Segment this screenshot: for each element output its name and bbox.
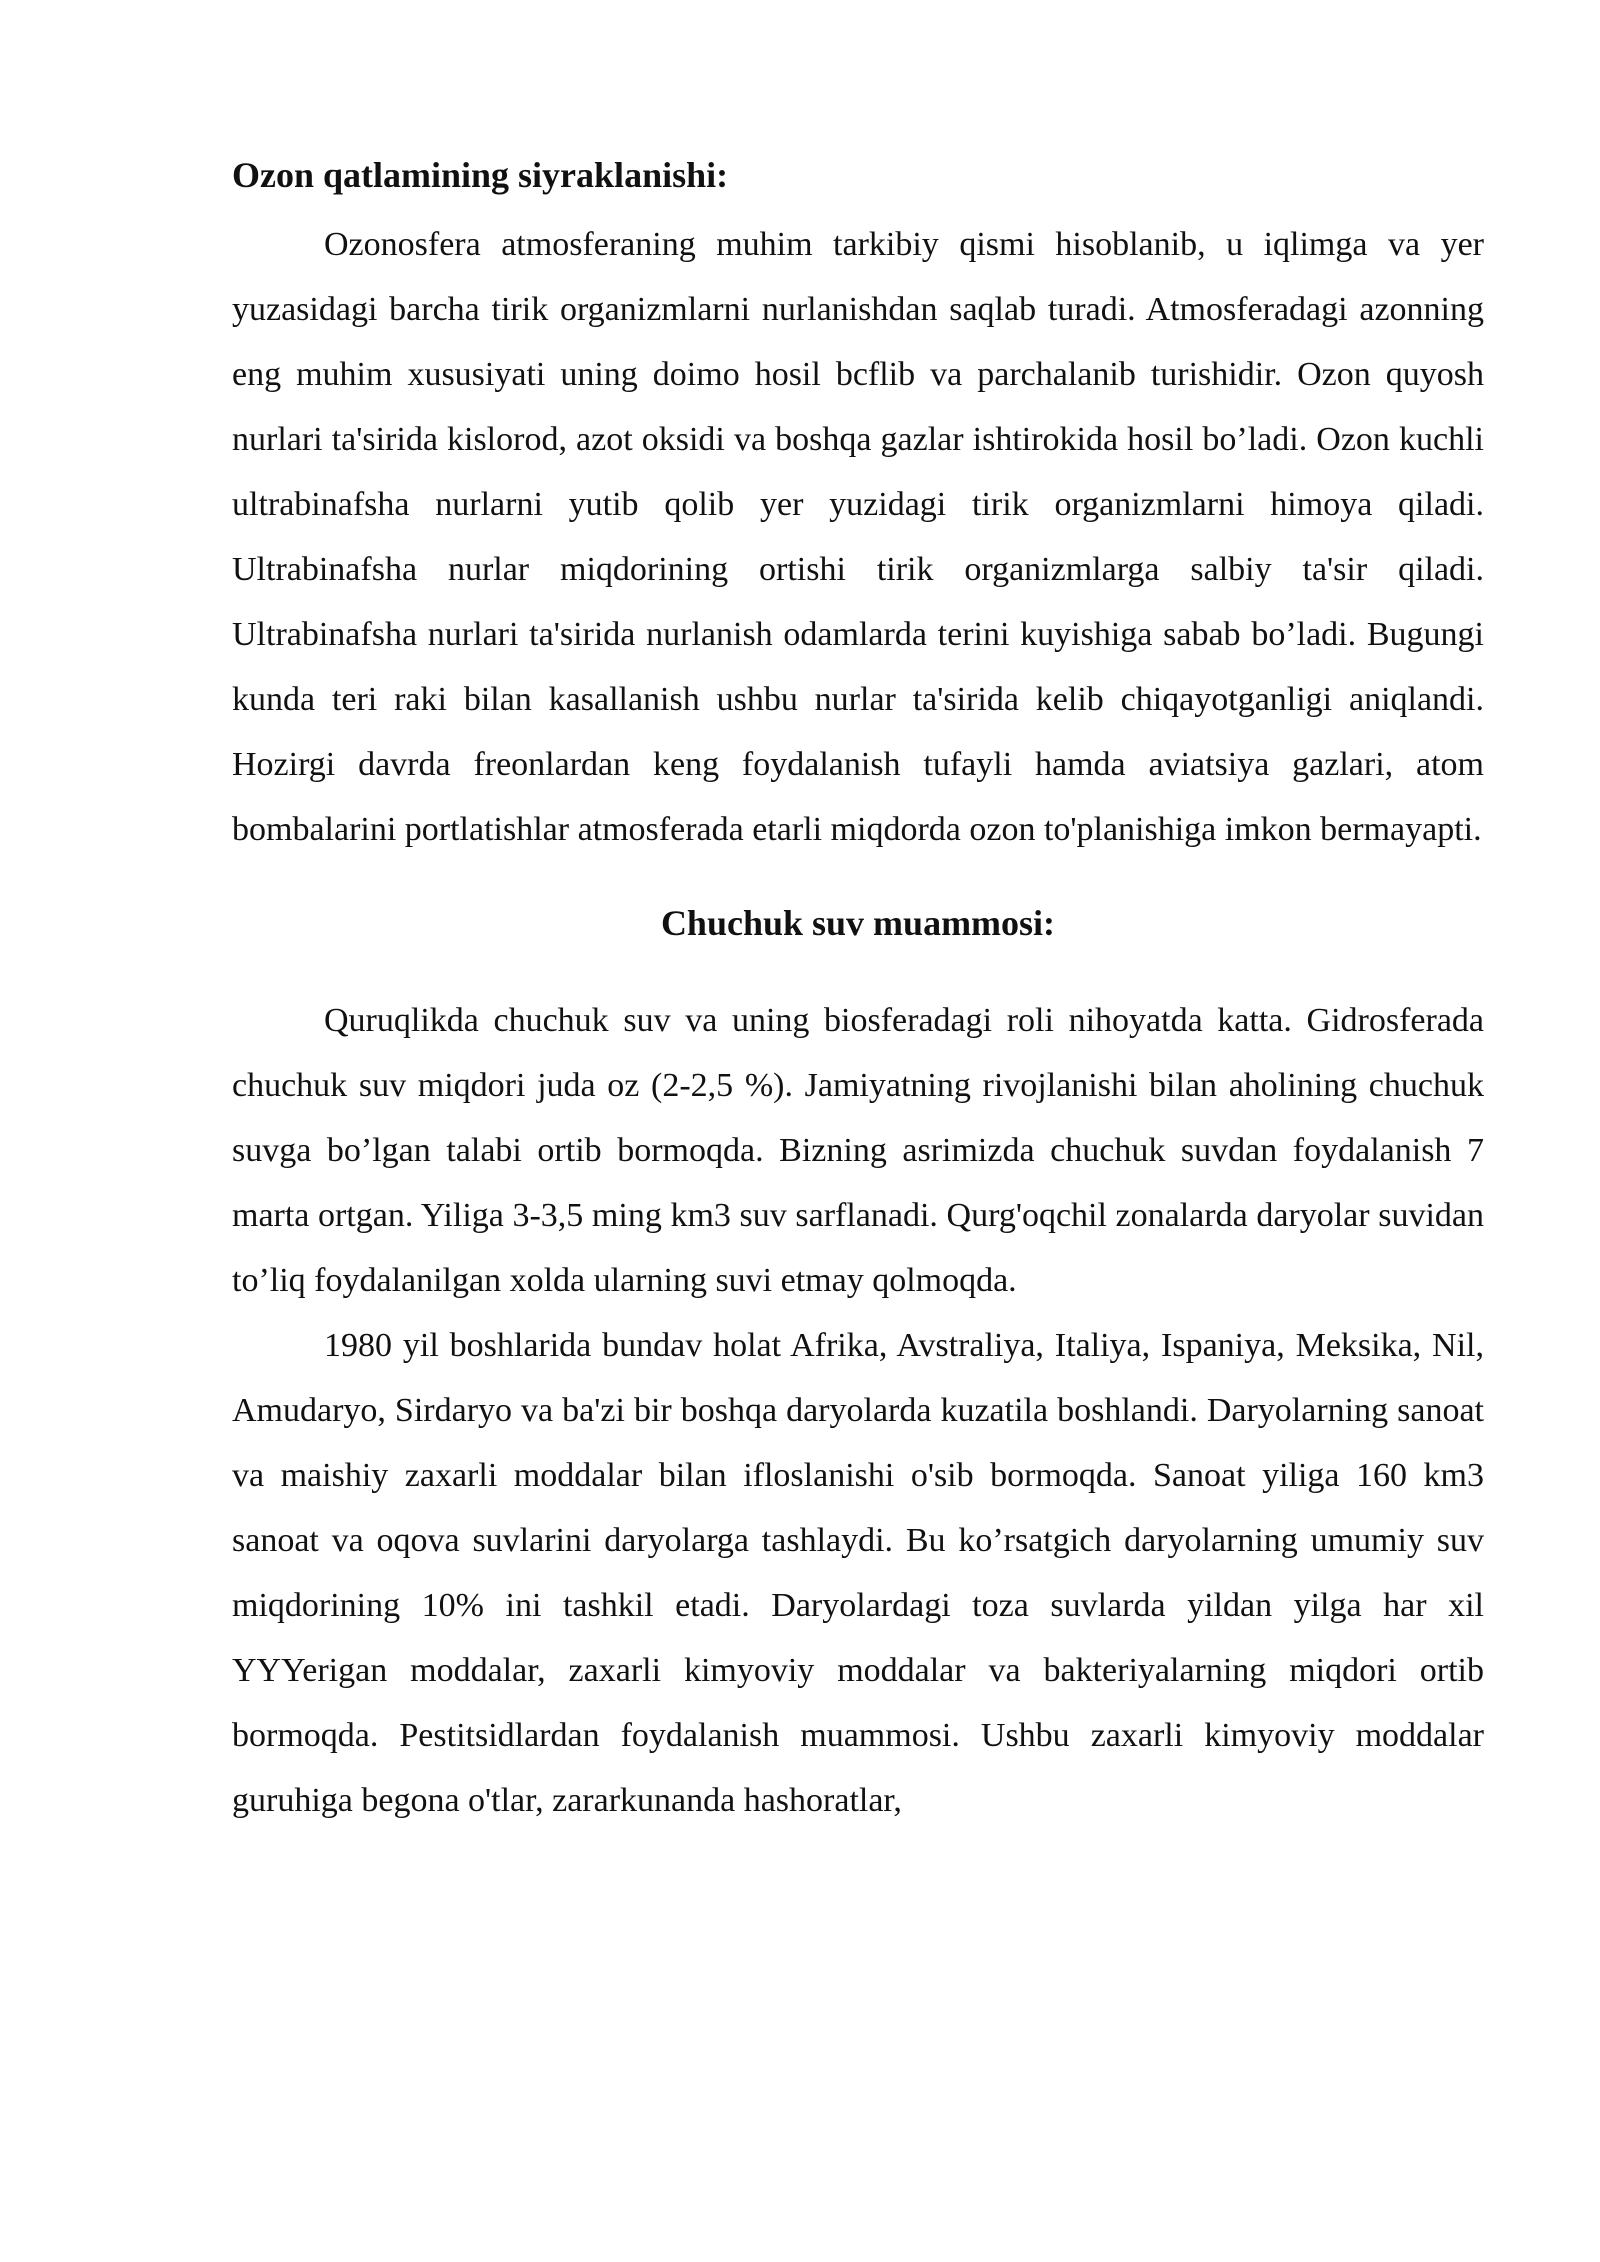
paragraph-ozone: Ozonosfera atmosferaning muhim tarkibiy qismi hisoblanib, u iqlimga va yer yuzasidagi barcha tirik organizmlarni nurlanishdan saqlab turadi. Atmosferadagi azonning eng muhim xususiyati uning doimo hosil bcflib va parchalanib turishidir. Ozon quyosh nurlari ta'sirida kislorod, azot oksidi va boshqa gazlar ishtirokida hosil bo’ladi. Ozon kuchli ultrabinafsha nurlarni yutib qolib yer yuzidagi tirik organizmlarni himoya qiladi. Ultrabinafsha nurlar miqdorining ortishi tirik organizmlarga salbiy ta'sir qiladi. Ultrabinafsha nurlari ta'sirida nurlanish odamlarda terini kuyishiga sabab bo’ladi. Bugungi kunda teri raki bilan kasallanish ushbu nurlar ta'sirida kelib chiqayotganligi aniqlandi. Hozirgi davrda freonlardan keng foydalanish tufayli hamda aviatsiya gazlari, atom bombalarini portlatishlar atmosferada etarli miqdorda ozon to'planishiga imkon bermayapti. bbox=[232, 226, 1484, 848]
document-body bbox=[232, 148, 1484, 1833]
paragraph-fresh-water-1: Quruqlikda chuchuk suv va uning biosferadagi roli nihoyatda katta. Gidrosferada chuchuk suv miqdori juda oz (2-2,5 %). Jamiyatning rivojlanishi bilan aholining chuchuk suvga bo’lgan talabi ortib bormoqda. Bizning asrimizda chuchuk suvdan foydalanish 7 marta ortgan. Yiliga 3-3,5 ming km3 suv sarflanadi. Qurg'oqchil zonalarda daryolar suvidan to’liq foydalanilgan xolda ularning suvi etmay qolmoqda. bbox=[232, 1002, 1484, 1299]
section-heading-ozone: Ozon qatlamining siyraklanishi: bbox=[232, 155, 729, 195]
paragraph-fresh-water-2: 1980 yil boshlarida bundav holat Afrika, Avstraliya, Italiya, Ispaniya, Meksika, Nil, Amudaryo, Sirdaryo va ba'zi bir boshqa daryolarda kuzatila boshlandi. Daryolarning sanoat va maishiy zaxarli moddalar bilan ifloslanishi o'sib bormoqda. Sanoat yiliga 160 km3 sanoat va oqova suvlarini daryolarga tashlaydi. Bu ko’rsatgich daryolarning umumiy suv miqdorining 10% ini tashkil etadi. Daryolardagi toza suvlarda yildan yilga har xil YYYerigan moddalar, zaxarli kimyoviy moddalar va bakteriyalarning miqdori ortib bormoqda. Pestitsidlardan foydalanish muammosi. Ushbu zaxarli kimyoviy moddalar guruhiga begona o'tlar, zararkunanda hashoratlar, bbox=[232, 1327, 1484, 1819]
section-heading-fresh-water: Chuchuk suv muammosi: bbox=[660, 903, 1056, 943]
